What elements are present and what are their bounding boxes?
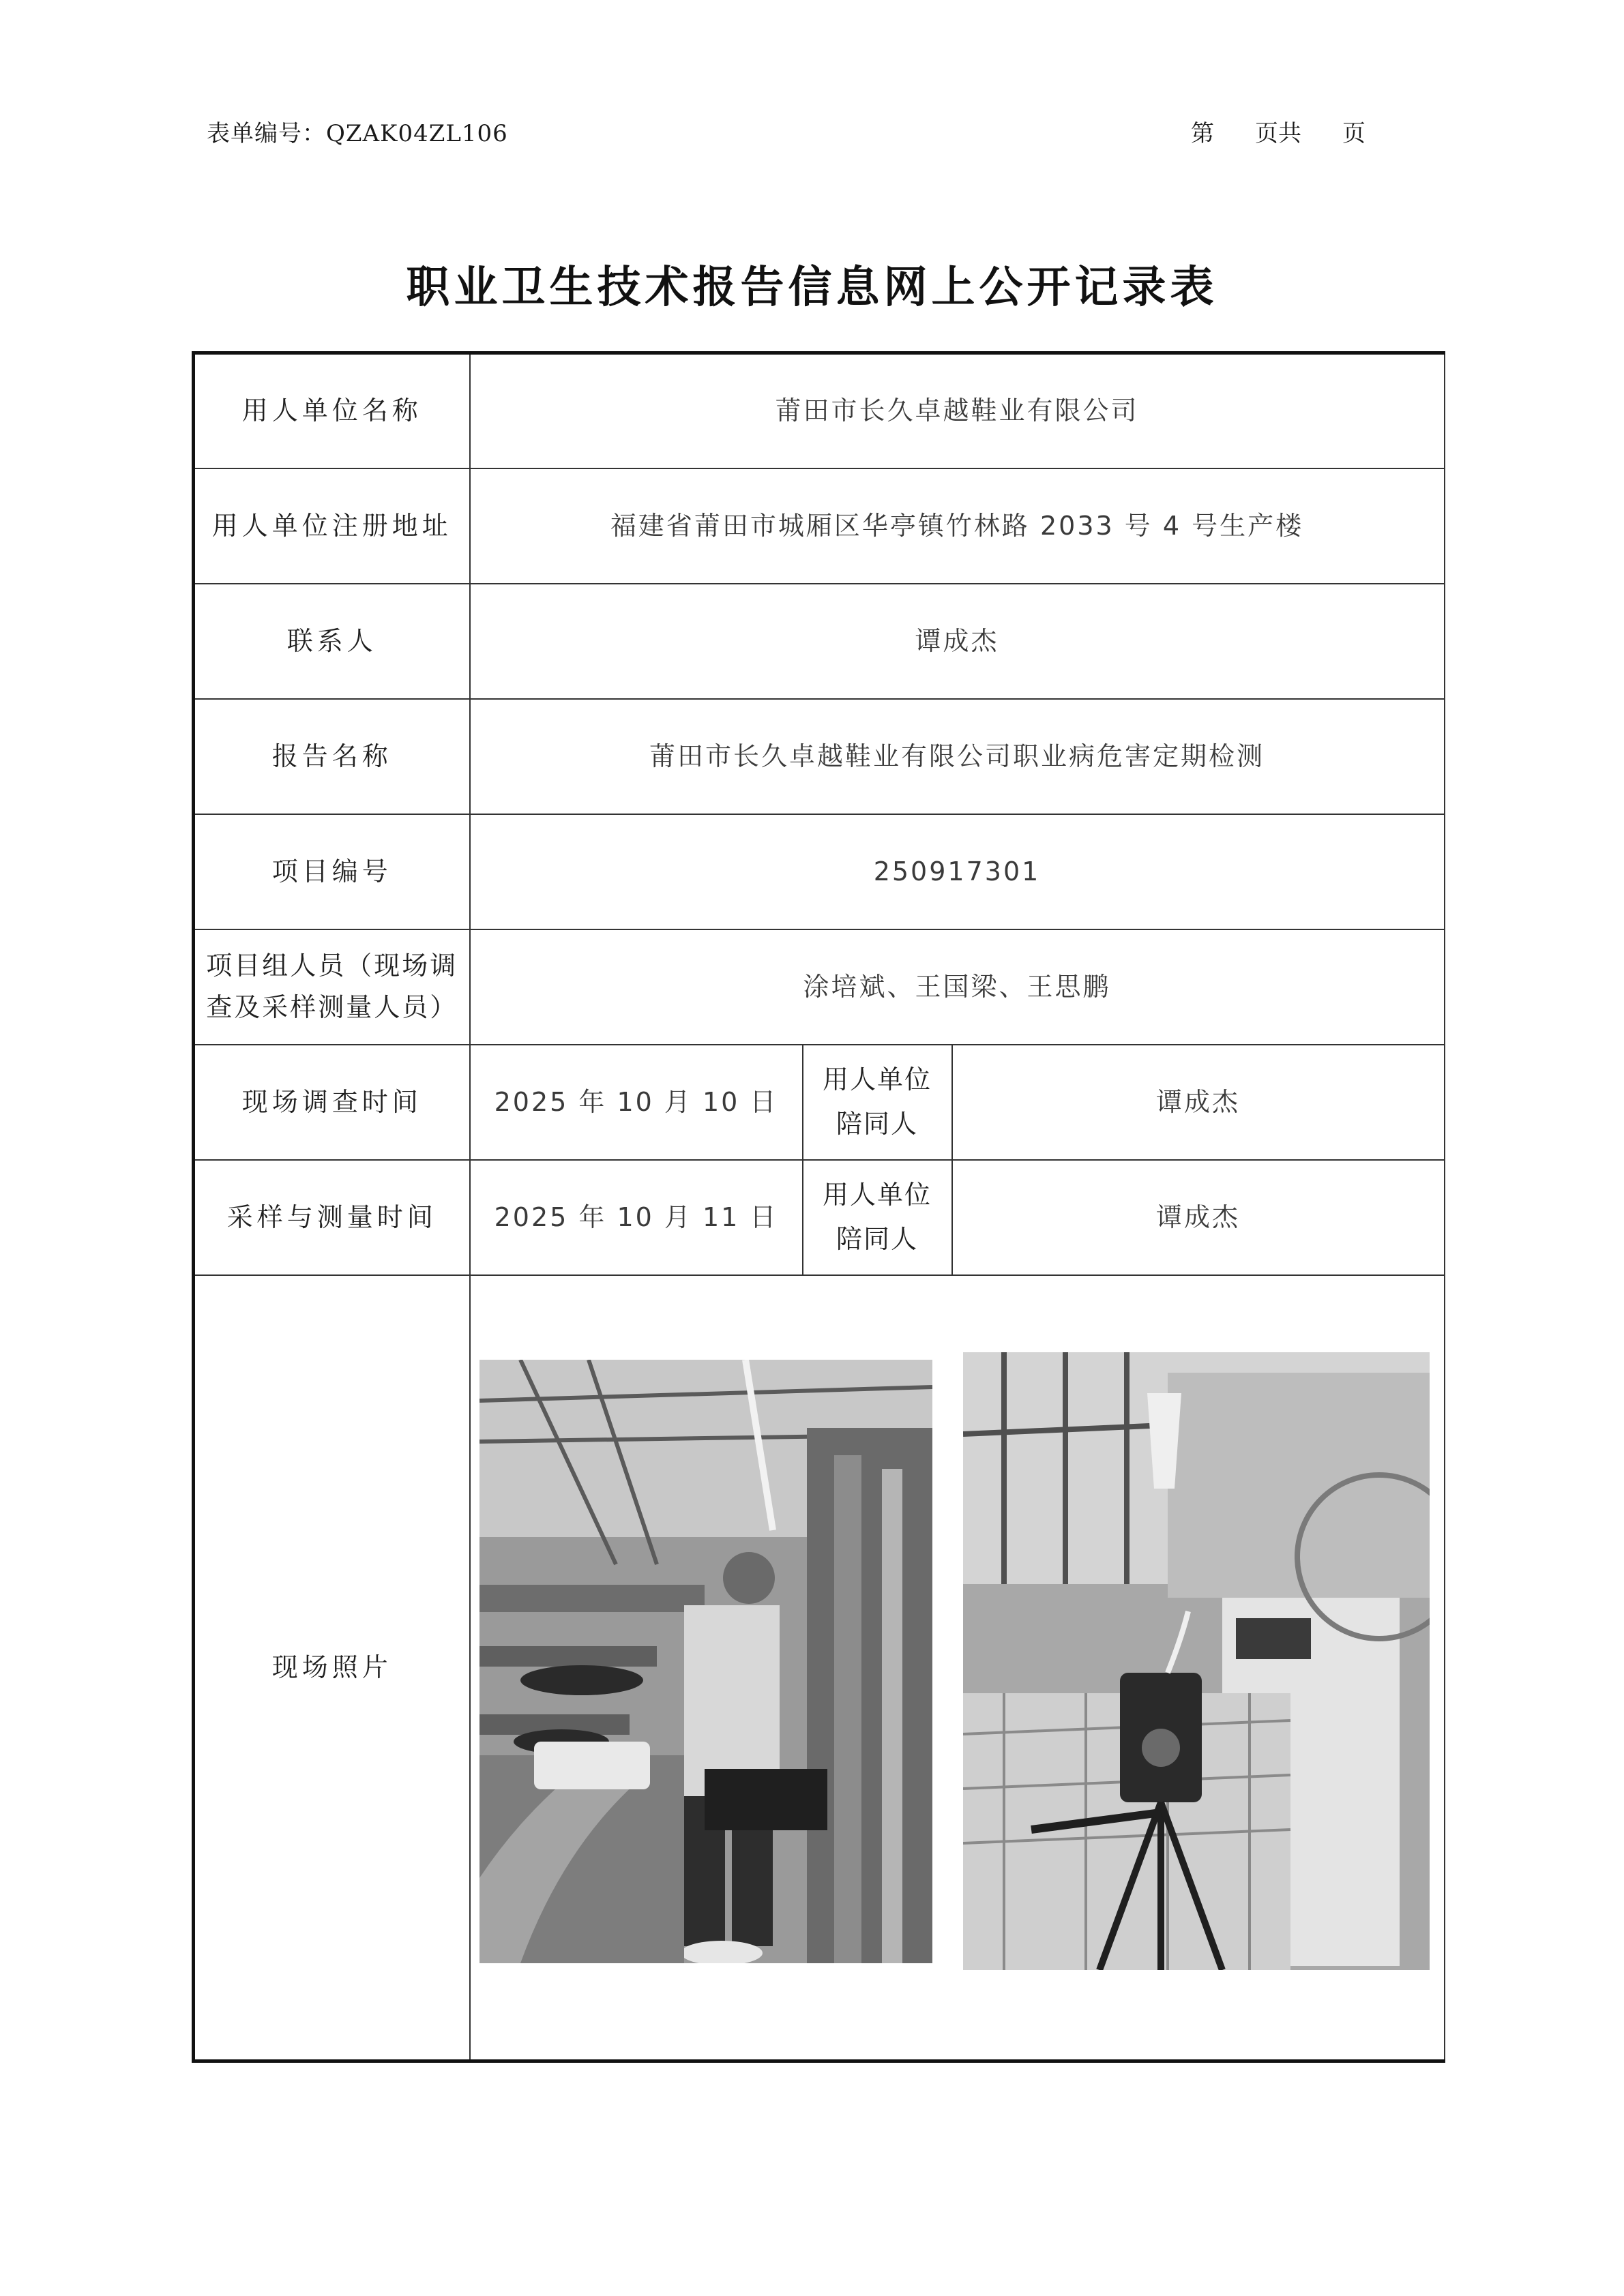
site-photo-sampler xyxy=(963,1352,1430,1970)
unit-name-label: 用人单位名称 xyxy=(194,353,470,468)
team-label xyxy=(194,929,470,1045)
row-sampling xyxy=(194,1160,1445,1275)
page-indicator-suffix: 页 xyxy=(1342,120,1365,147)
sampling-companion-label xyxy=(803,1160,952,1275)
report-name-value: 莆田市长久卓越鞋业有限公司职业病危害定期检测 xyxy=(470,699,1445,814)
form-number: 表单编号：QZAK04ZL106 xyxy=(207,120,508,147)
report-name-label: 报告名称 xyxy=(194,699,470,814)
sampling-date: 2025 年 10 月 11 日 xyxy=(470,1160,803,1275)
page-title: 职业卫生技术报告信息网上公开记录表 xyxy=(406,263,1218,313)
row-contact xyxy=(194,584,1445,699)
row-report-name xyxy=(194,699,1445,814)
page-indicator-middle: 页共 xyxy=(1255,120,1301,147)
unit-address-label: 用人单位注册地址 xyxy=(194,468,470,584)
row-project-no xyxy=(194,814,1445,929)
survey-label: 现场调查时间 xyxy=(194,1045,470,1160)
sampling-companion: 谭成杰 xyxy=(952,1160,1445,1275)
site-photo-worker xyxy=(479,1360,932,1963)
row-survey xyxy=(194,1045,1445,1160)
project-no-label: 项目编号 xyxy=(194,814,470,929)
row-unit-address xyxy=(194,468,1445,584)
survey-companion-label xyxy=(803,1045,952,1160)
sampling-companion-label-line-1: 用人单位 xyxy=(822,1180,932,1210)
photos-label: 现场照片 xyxy=(194,1275,470,2061)
survey-companion-label-line-1: 用人单位 xyxy=(822,1064,932,1095)
sampling-label: 采样与测量时间 xyxy=(194,1160,470,1275)
row-team xyxy=(194,929,1445,1045)
survey-companion-label-line-2: 陪同人 xyxy=(836,1109,918,1139)
unit-name-value: 莆田市长久卓越鞋业有限公司 xyxy=(470,353,1445,468)
survey-companion: 谭成杰 xyxy=(952,1045,1445,1160)
survey-date: 2025 年 10 月 10 日 xyxy=(470,1045,803,1160)
contact-label: 联系人 xyxy=(194,584,470,699)
team-label-line-2: 查及采样测量人员） xyxy=(206,992,458,1022)
project-no-value: 250917301 xyxy=(470,814,1445,929)
page-indicator xyxy=(1191,115,1365,148)
contact-value: 谭成杰 xyxy=(470,584,1445,699)
page-indicator-prefix: 第 xyxy=(1191,120,1214,147)
team-label-line-1: 项目组人员（现场调 xyxy=(206,951,458,981)
team-value: 涂培斌、王国梁、王思鹏 xyxy=(470,929,1445,1045)
sampling-companion-label-line-2: 陪同人 xyxy=(836,1224,918,1254)
row-unit-name xyxy=(194,353,1445,468)
unit-address-value: 福建省莆田市城厢区华亭镇竹林路 2033 号 4 号生产楼 xyxy=(470,468,1445,584)
